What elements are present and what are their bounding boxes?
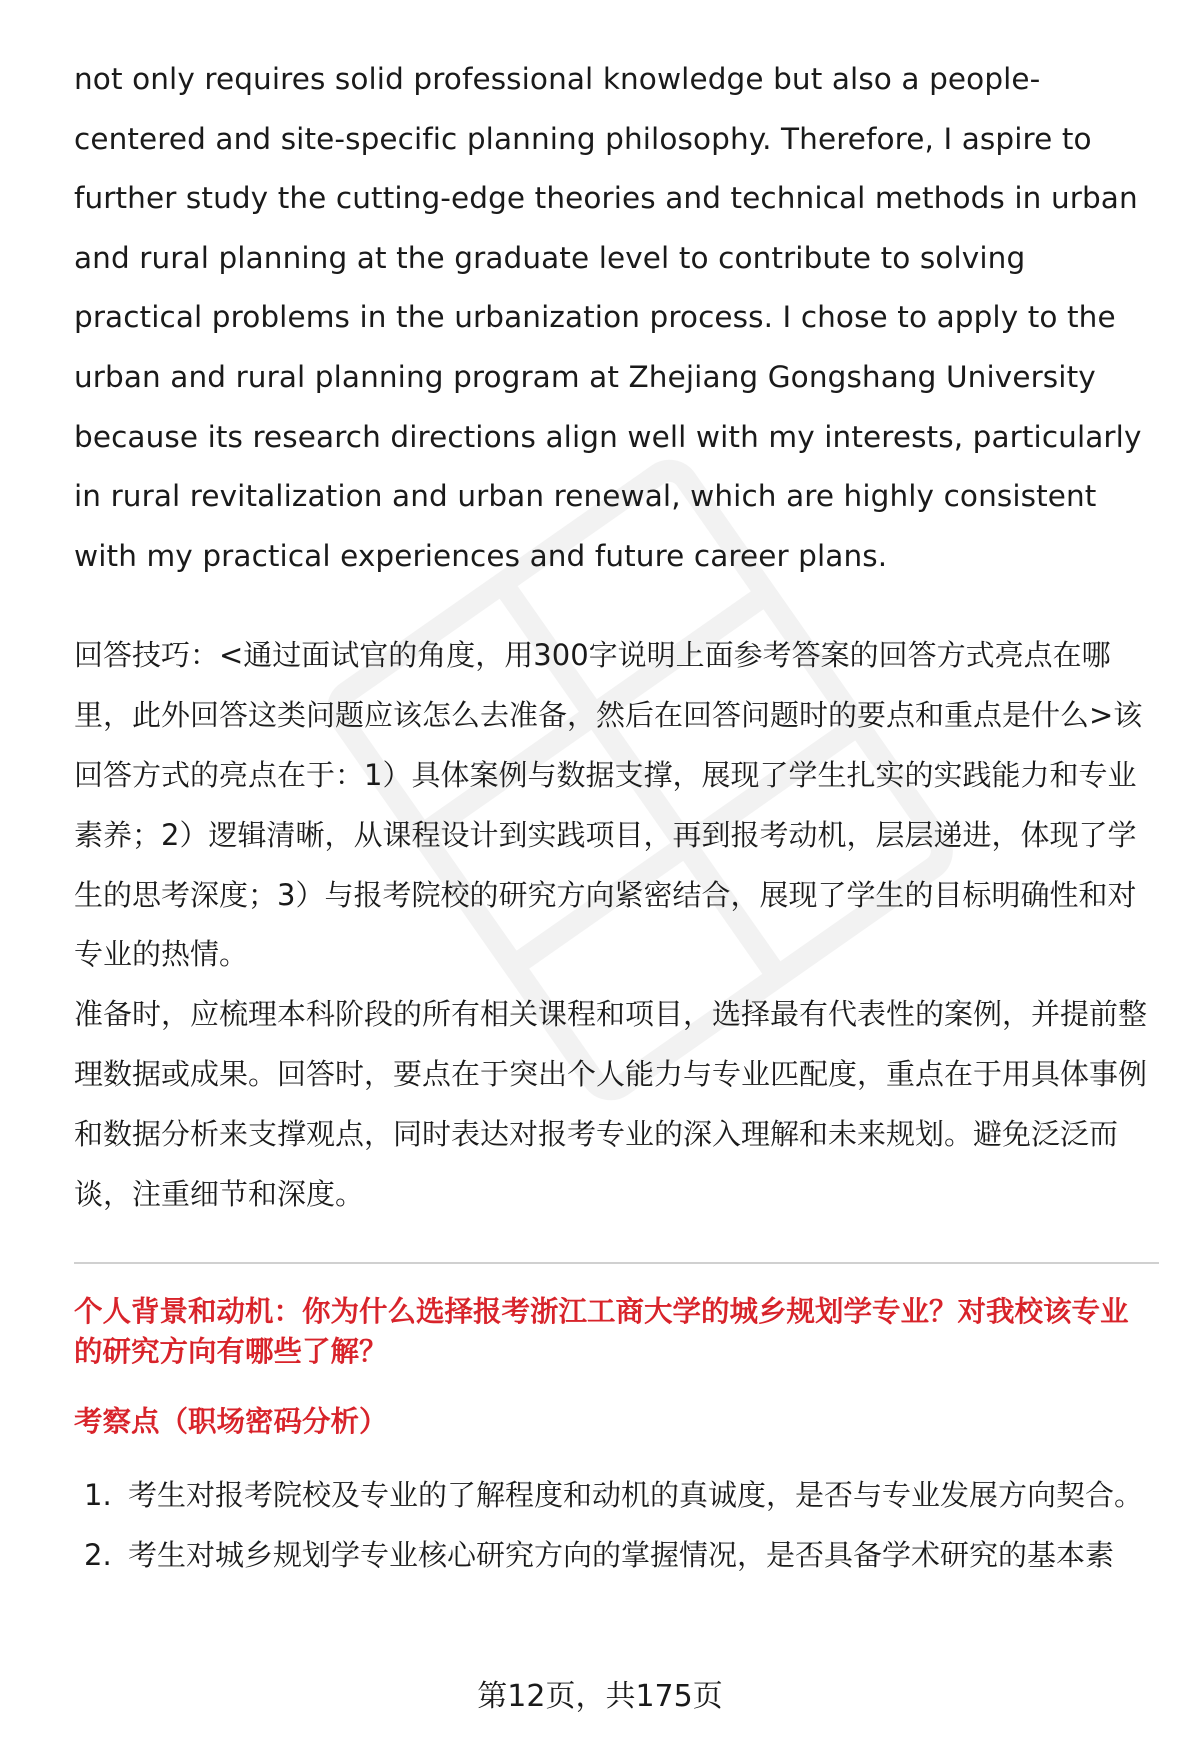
- page-number-footer: 第12页，共175页: [477, 1679, 723, 1714]
- list-item-text: 考生对城乡规划学专业核心研究方向的掌握情况，是否具备学术研究的基本素: [128, 1538, 1115, 1573]
- list-item: [74, 1466, 1154, 1526]
- page-content: [74, 50, 1154, 1586]
- list-item-text: 考生对报考院校及专业的了解程度和动机的真诚度，是否与专业发展方向契合。: [128, 1478, 1144, 1513]
- list-item: [74, 1526, 1154, 1586]
- tips-paragraph: 回答技巧：<通过面试官的角度，用300字说明上面参考答案的回答方式亮点在哪里，此外回答这类问题应该怎么去准备，然后在回答问题时的要点和重点是什么>该回答方式的亮点在于：1）具体案例与数据支撑，展现了学生扎实的实践能力和专业素养；2）逻辑清晰，从课程设计到实践项目，再到报考动机，层层递进，体现了学生的思考深度；3）与报考院校的研究方向紧密结合，展现了学生的目标明确性和对专业的热情。: [74, 638, 1143, 972]
- list-item-number: 1.: [84, 1478, 112, 1513]
- list-item-number: 2.: [84, 1538, 112, 1573]
- tips-section: [74, 626, 1154, 1224]
- english-answer-paragraph: not only requires solid professional knowledge but also a people-centered and site-specific planning philosophy. Therefore, I aspire to further study the cutting-edge theories and technical methods in urban and rural planning at the graduate level to contribute to solving practical problems in the urbanization process. I chose to apply to the urban and rural planning program at Zhejiang Gongshang University because its research directions align well with my interests, particularly in rural revitalization and urban renewal, which are highly consistent with my practical experiences and future career plans.: [74, 62, 1142, 573]
- preparation-paragraph: 准备时，应梳理本科阶段的所有相关课程和项目，选择最有代表性的案例，并提前整理数据或成果。回答时，要点在于突出个人能力与专业匹配度，重点在于用具体事例和数据分析来支撑观点，同时表达对报考专业的深入理解和未来规划。避免泛泛而谈，注重细节和深度。: [74, 997, 1148, 1211]
- exam-points-list: [74, 1466, 1154, 1586]
- exam-points-heading: 考察点（职场密码分析）: [74, 1405, 388, 1439]
- section-divider: [74, 1262, 1159, 1264]
- question-heading: 个人背景和动机：你为什么选择报考浙江工商大学的城乡规划学专业？对我校该专业的研究方向有哪些了解？: [74, 1295, 1129, 1369]
